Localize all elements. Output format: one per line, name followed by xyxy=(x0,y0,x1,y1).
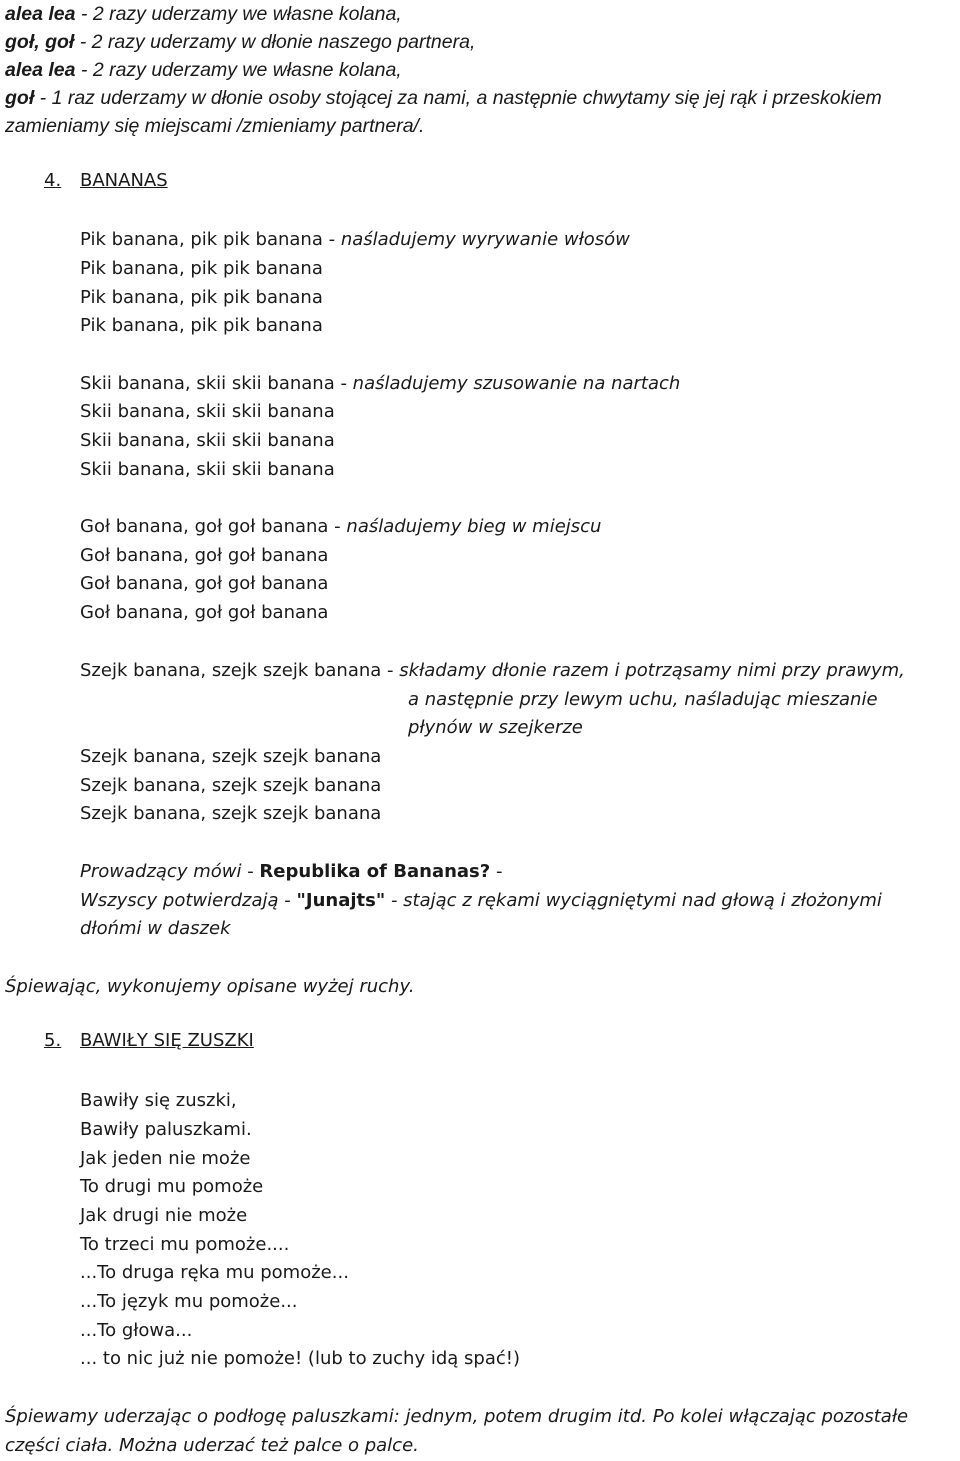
intro-line xyxy=(5,56,402,84)
intro-keyword: goł, goł xyxy=(5,31,75,53)
lyric-line: Szejk banana, szejk szejk banana xyxy=(80,746,382,767)
action-text-continued: a następnie przy lewym uchu, naśladując mieszanie xyxy=(408,689,878,710)
intro-keyword: alea lea xyxy=(5,3,76,25)
lyric-line: Jak jeden nie może xyxy=(80,1148,251,1169)
response-action: - stając z rękami wyciągniętymi nad głową i złożonymi xyxy=(385,890,882,911)
action-text: naśladujemy szusowanie na nartach xyxy=(352,373,681,394)
lyric-line xyxy=(80,657,905,686)
intro-text: - 1 raz uderzamy w dłonie osoby stojącej za nami, a następnie chwytamy się jej rąk i przeskokiem xyxy=(34,87,882,109)
lyric-line: ...To język mu pomoże... xyxy=(80,1291,298,1312)
dash: - xyxy=(241,861,260,882)
section5-note: części ciała. Można uderzać też palce o palce. xyxy=(5,1435,419,1456)
section-number: 4. xyxy=(44,170,62,191)
intro-keyword: goł xyxy=(5,87,35,109)
section-number: 5. xyxy=(44,1030,62,1051)
lyric-line: ... to nic już nie pomoże! (lub to zuchy idą spać!) xyxy=(80,1348,520,1369)
lyric-line: Goł banana, goł goł banana xyxy=(80,602,329,623)
action-text-continued: płynów w szejkerze xyxy=(408,717,583,738)
intro-text: - 2 razy uderzamy w dłonie naszego partnera, xyxy=(74,31,476,53)
lyric-line xyxy=(80,370,680,399)
response-phrase: "Junajts" xyxy=(296,890,386,911)
lyric-line: Goł banana, goł goł banana xyxy=(80,573,329,594)
lyric-line: Jak drugi nie może xyxy=(80,1205,248,1226)
lyric-line: Pik banana, pik pik banana xyxy=(80,315,323,336)
section-title: BANANAS xyxy=(80,170,168,191)
leader-phrase: Republika of Bananas? xyxy=(259,861,491,882)
lyric-line: Skii banana, skii skii banana xyxy=(80,401,335,422)
section4-note: Śpiewając, wykonujemy opisane wyżej ruchy. xyxy=(5,976,415,997)
intro-text: - 2 razy uderzamy we własne kolana, xyxy=(75,3,402,25)
lyric-line: Skii banana, skii skii banana xyxy=(80,430,335,451)
lyric-line: Goł banana, goł goł banana xyxy=(80,545,329,566)
lyric-line: Szejk banana, szejk szejk banana xyxy=(80,803,382,824)
lyric-line: To drugi mu pomoże xyxy=(80,1176,264,1197)
section5-note: Śpiewamy uderzając o podłogę paluszkami: jednym, potem drugim itd. Po kolei włączając pozostałe xyxy=(5,1406,909,1427)
response-action-continued: dłońmi w daszek xyxy=(80,918,231,939)
intro-text: - 2 razy uderzamy we własne kolana, xyxy=(75,59,402,81)
section-heading-bananas xyxy=(44,170,344,196)
action-text: naśladujemy bieg w miejscu xyxy=(346,516,602,537)
leader-label: Prowadzący mówi xyxy=(80,861,242,882)
lyric-line: Skii banana, skii skii banana xyxy=(80,459,335,480)
lyric-line xyxy=(80,513,601,542)
section-heading-zuszki xyxy=(44,1030,344,1056)
intro-line: zamieniamy się miejscami /zmieniamy partnera/. xyxy=(5,115,425,137)
section-title: BAWIŁY SIĘ ZUSZKI xyxy=(80,1030,254,1051)
intro-line xyxy=(5,0,402,28)
intro-line xyxy=(5,28,475,56)
action-text: naśladujemy wyrywanie włosów xyxy=(340,229,630,250)
lyric-line: ...To głowa... xyxy=(80,1320,193,1341)
lyric-line: ...To druga ręka mu pomoże... xyxy=(80,1262,349,1283)
intro-keyword: alea lea xyxy=(5,59,76,81)
dash: - xyxy=(278,890,297,911)
lyric-line: Pik banana, pik pik banana xyxy=(80,258,323,279)
lyric-text: Pik banana, pik pik banana - xyxy=(80,229,341,250)
dash: - xyxy=(490,861,503,882)
lyric-line: Szejk banana, szejk szejk banana xyxy=(80,775,382,796)
intro-line xyxy=(5,84,882,112)
lyric-line xyxy=(80,226,630,255)
lyric-line: Pik banana, pik pik banana xyxy=(80,287,323,308)
lyric-line: Bawiły paluszkami. xyxy=(80,1119,252,1140)
group-response xyxy=(80,887,882,916)
lyric-line: To trzeci mu pomoże.... xyxy=(80,1234,290,1255)
response-label: Wszyscy potwierdzają xyxy=(80,890,279,911)
action-text: składamy dłonie razem i potrząsamy nimi przy prawym, xyxy=(399,660,905,681)
lyric-line: Bawiły się zuszki, xyxy=(80,1090,237,1111)
leader-call xyxy=(80,858,502,887)
lyric-text: Goł banana, goł goł banana - xyxy=(80,516,347,537)
lyric-text: Szejk banana, szejk szejk banana - xyxy=(80,660,400,681)
lyric-text: Skii banana, skii skii banana - xyxy=(80,373,353,394)
